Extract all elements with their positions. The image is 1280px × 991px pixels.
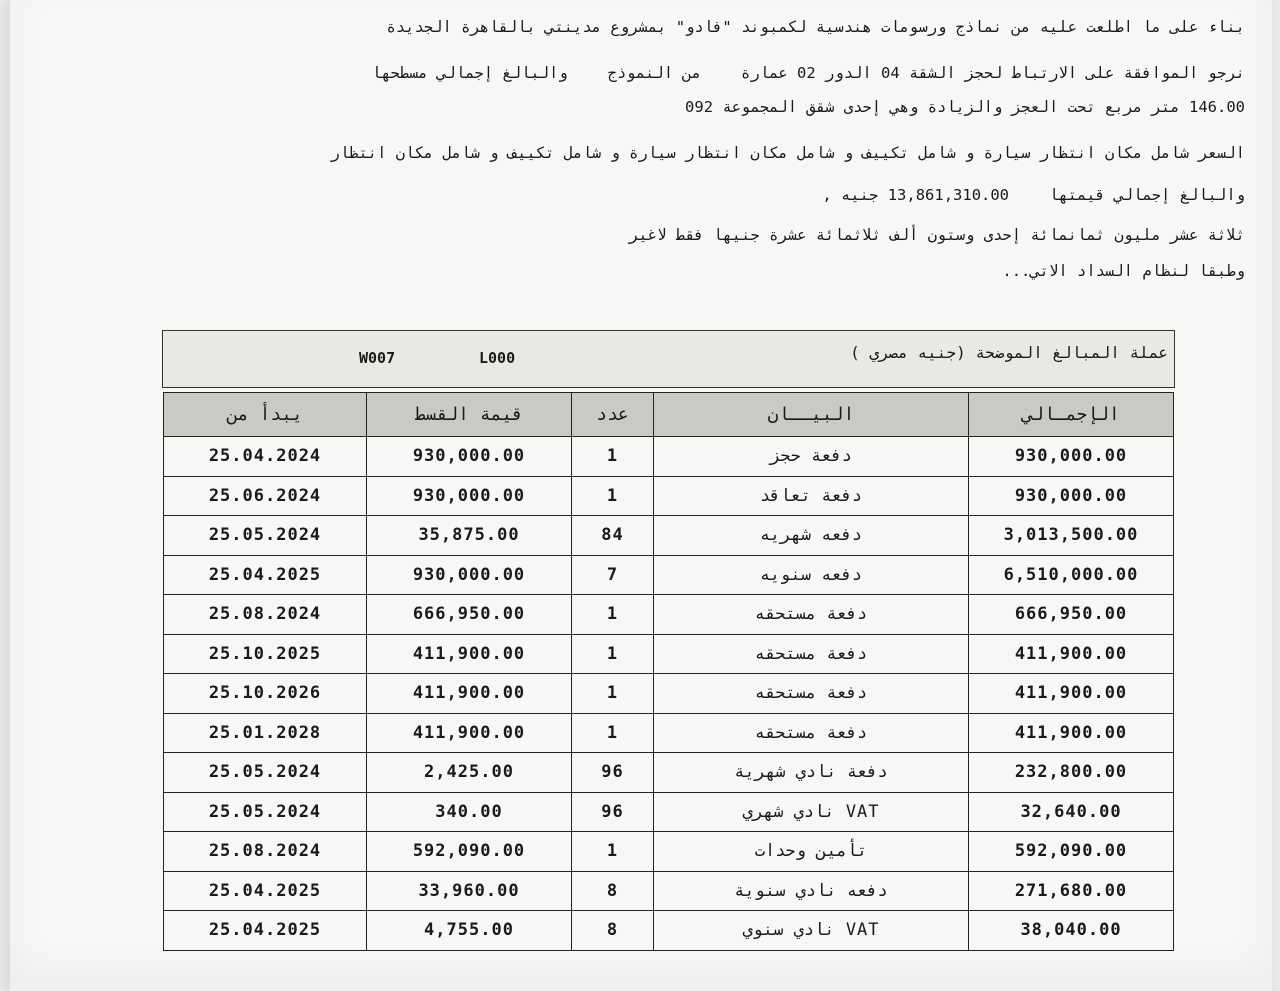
intro-text-4b: جنيه , — [822, 186, 879, 204]
payment-description: دفعة نادي شهرية — [654, 753, 969, 793]
start-date: 25.08.2024 — [164, 832, 367, 872]
start-date: 25.05.2024 — [164, 792, 367, 832]
installment-count: 96 — [572, 792, 654, 832]
installment-value: 592,090.00 — [367, 832, 572, 872]
col-installment-header: قيمة القسط — [367, 393, 572, 437]
payment-total: 271,680.00 — [969, 871, 1174, 911]
installment-count: 84 — [572, 516, 654, 556]
start-date: 25.10.2025 — [164, 634, 367, 674]
installment-count: 8 — [572, 911, 654, 951]
intro-line-2 — [90, 96, 1245, 118]
intro-text-2: متر مربع تحت العجز والزيادة وهي إحدى شقق المجموعة — [722, 98, 1180, 116]
payment-total: 411,900.00 — [969, 674, 1174, 714]
table-row — [164, 437, 1174, 477]
installment-value: 35,875.00 — [367, 516, 572, 556]
col-description-header: البيــان — [654, 393, 969, 437]
code-w007: W007 — [359, 349, 396, 367]
payment-description: دفعه شهريه — [654, 516, 969, 556]
payment-description: دفعه سنويه — [654, 555, 969, 595]
start-date: 25.05.2024 — [164, 516, 367, 556]
installment-count: 1 — [572, 674, 654, 714]
installment-value: 930,000.00 — [367, 476, 572, 516]
start-date: 25.08.2024 — [164, 595, 367, 635]
installment-value: 2,425.00 — [367, 753, 572, 793]
intro-text-3: السعر شامل مكان انتظار سيارة و شامل تكييف و شامل مكان انتظار سيارة و شامل تكييف و شامل مكان انتظار — [330, 144, 1245, 162]
group-number: 092 — [685, 98, 714, 116]
installment-value: 666,950.00 — [367, 595, 572, 635]
table-row — [164, 792, 1174, 832]
intro-text-4a: والبالغ إجمالي قيمتها — [1049, 186, 1245, 204]
start-date: 25.04.2025 — [164, 871, 367, 911]
intro-line-6 — [90, 260, 1245, 282]
installment-count: 1 — [572, 437, 654, 477]
intro-line-4 — [90, 184, 1245, 206]
installment-count: 1 — [572, 634, 654, 674]
installment-value: 340.00 — [367, 792, 572, 832]
start-date: 25.04.2025 — [164, 555, 367, 595]
installment-value: 411,900.00 — [367, 674, 572, 714]
col-start-header: يبدأ من — [164, 393, 367, 437]
col-count-header: عدد — [572, 393, 654, 437]
installment-count: 7 — [572, 555, 654, 595]
installment-value: 411,900.00 — [367, 713, 572, 753]
start-date: 25.01.2028 — [164, 713, 367, 753]
payment-description: دفعة مستحقه — [654, 634, 969, 674]
table-row — [164, 832, 1174, 872]
payment-total: 930,000.00 — [969, 437, 1174, 477]
installment-count: 1 — [572, 713, 654, 753]
table-row — [164, 753, 1174, 793]
document-page — [10, 0, 1272, 991]
table-row — [164, 516, 1174, 556]
start-date: 25.05.2024 — [164, 753, 367, 793]
price-in-words: ثلاثة عشر مليون ثمانمائة إحدى وستون ألف ثلاثمائة عشرة جنيها فقط لاغير — [629, 226, 1245, 244]
intro-line-5 — [90, 224, 1245, 246]
unit-area-value: 146.00 — [1189, 98, 1245, 116]
payment-description: دفعة مستحقه — [654, 595, 969, 635]
payment-description: دفعة مستحقه — [654, 674, 969, 714]
payment-total: 232,800.00 — [969, 753, 1174, 793]
table-row — [164, 871, 1174, 911]
payment-description: تأمين وحدات — [654, 832, 969, 872]
intro-line-1 — [90, 62, 1245, 84]
intro-text-1c: والبالغ إجمالي مسطحها — [371, 64, 568, 82]
table-row — [164, 713, 1174, 753]
table-row — [164, 634, 1174, 674]
table-header-row — [164, 393, 1174, 437]
payment-description: VAT نادي سنوي — [654, 911, 969, 951]
start-date: 25.10.2026 — [164, 674, 367, 714]
intro-text-0: بناء على ما اطلعت عليه من نماذج ورسومات هندسية لكمبوند "فادو" بمشروع مدينتي بالقاهرة الجديدة — [386, 18, 1245, 36]
installment-value: 930,000.00 — [367, 437, 572, 477]
table-row — [164, 595, 1174, 635]
installment-value: 4,755.00 — [367, 911, 572, 951]
installment-count: 1 — [572, 476, 654, 516]
installment-count: 8 — [572, 871, 654, 911]
intro-text-1a: نرجو الموافقة على الارتباط لحجز الشقة 04 الدور 02 عمارة — [741, 64, 1245, 82]
installment-count: 1 — [572, 595, 654, 635]
intro-text-1b: من النموذج — [607, 64, 702, 82]
payment-total: 6,510,000.00 — [969, 555, 1174, 595]
col-total-header: الإجمـالي — [969, 393, 1174, 437]
payment-total: 666,950.00 — [969, 595, 1174, 635]
payment-total: 411,900.00 — [969, 713, 1174, 753]
payment-total: 411,900.00 — [969, 634, 1174, 674]
code-l000: L000 — [479, 349, 516, 367]
installment-value: 411,900.00 — [367, 634, 572, 674]
payment-description: دفعة تعاقد — [654, 476, 969, 516]
table-row — [164, 911, 1174, 951]
payment-description: VAT نادي شهري — [654, 792, 969, 832]
payment-description: دفعه نادي سنوية — [654, 871, 969, 911]
table-row — [164, 674, 1174, 714]
intro-line-0 — [90, 16, 1245, 38]
table-row — [164, 476, 1174, 516]
table-row — [164, 555, 1174, 595]
currency-label: عملة المبالغ الموضحة (جنيه مصري ) — [850, 343, 1168, 362]
installment-value: 33,960.00 — [367, 871, 572, 911]
payment-total: 38,040.00 — [969, 911, 1174, 951]
payment-total: 3,013,500.00 — [969, 516, 1174, 556]
payment-total: 592,090.00 — [969, 832, 1174, 872]
payment-total: 930,000.00 — [969, 476, 1174, 516]
currency-header — [162, 330, 1175, 388]
intro-line-3 — [90, 142, 1245, 164]
installment-count: 96 — [572, 753, 654, 793]
installment-value: 930,000.00 — [367, 555, 572, 595]
start-date: 25.06.2024 — [164, 476, 367, 516]
payment-description: دفعة مستحقه — [654, 713, 969, 753]
installment-count: 1 — [572, 832, 654, 872]
payment-system-intro: وطبقا لنظام السداد الاتي... — [1002, 262, 1245, 280]
payment-total: 32,640.00 — [969, 792, 1174, 832]
start-date: 25.04.2024 — [164, 437, 367, 477]
total-price-value: 13,861,310.00 — [887, 186, 1010, 204]
payment-description: دفعة حجز — [654, 437, 969, 477]
start-date: 25.04.2025 — [164, 911, 367, 951]
payment-schedule-table — [163, 392, 1174, 951]
